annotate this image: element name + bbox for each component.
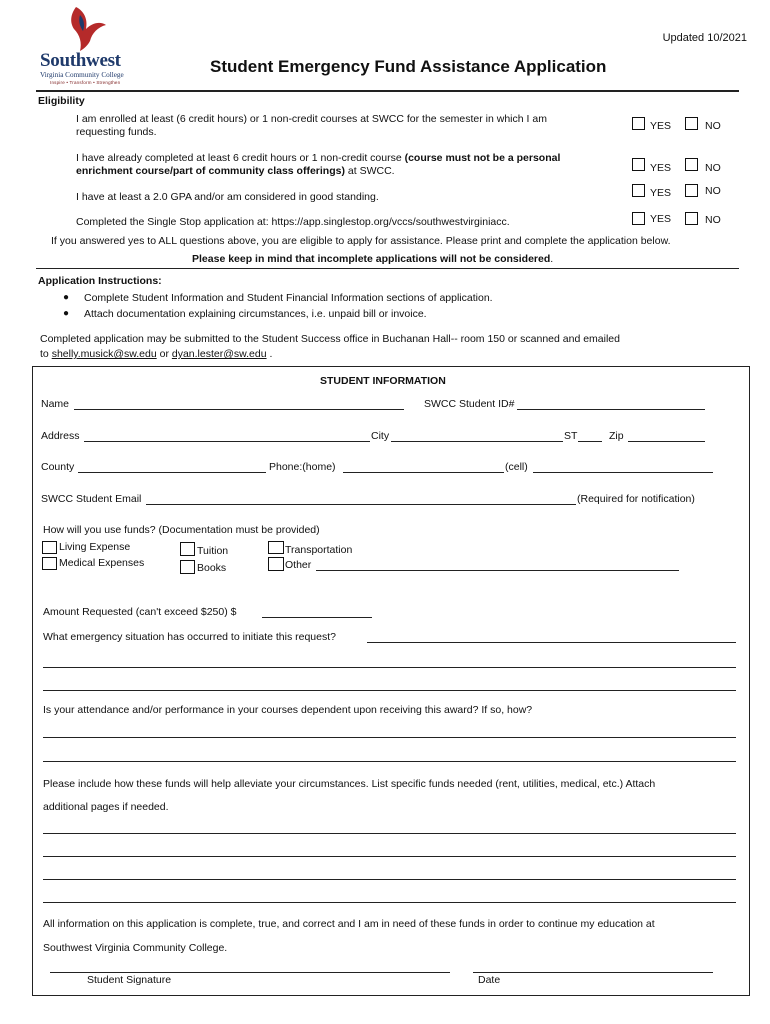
email-label: SWCC Student Email: [41, 493, 142, 505]
phone-home-label: Phone:(home): [269, 461, 336, 473]
q1-no-label: NO: [705, 120, 721, 132]
q3-yes-checkbox[interactable]: [632, 184, 645, 197]
updated-date: Updated 10/2021: [662, 32, 747, 44]
logo-name: Southwest: [40, 50, 121, 71]
email-link-lester[interactable]: dyan.lester@sw.edu: [171, 348, 267, 360]
amount-label: Amount Requested (can't exceed $250) $: [43, 606, 237, 618]
alleviate-question-line2: additional pages if needed.: [43, 801, 169, 813]
books-label: Books: [197, 562, 227, 574]
eligibility-heading: Eligibility: [38, 95, 85, 107]
zip-label: Zip: [609, 430, 624, 442]
books-checkbox[interactable]: [180, 560, 195, 574]
attendance-line[interactable]: [43, 737, 736, 738]
student-info-heading: STUDENT INFORMATION: [320, 375, 446, 387]
cardinal-logo-icon: [62, 5, 108, 51]
email-field[interactable]: [146, 504, 576, 505]
eligibility-q2-line1: I have already completed at least 6 credit hours or 1 non-credit course (course must not be a personal: [76, 152, 561, 164]
eligibility-q4: Completed the Single Stop application at: https://app.singlestop.org/vccs/southwestvirginiacc.: [76, 216, 510, 228]
q4-no-label: NO: [705, 214, 721, 226]
situation-line[interactable]: [43, 667, 736, 668]
other-label: Other: [285, 559, 312, 571]
submit-instructions-line1: Completed application may be submitted to the Student Success office in Buchanan Hall-- room 150 or scanned and emailed: [40, 333, 620, 345]
header-rule: [36, 90, 739, 92]
submit-instructions-line2: to shelly.musick@sw.edu or dyan.lester@sw.edu .: [40, 348, 273, 360]
alleviate-line[interactable]: [43, 879, 736, 880]
zip-field[interactable]: [628, 441, 705, 442]
transportation-label: Transportation: [285, 544, 353, 556]
instruction-1: Complete Student Information and Student Financial Information sections of application.: [84, 292, 493, 304]
signature-label: Student Signature: [87, 974, 172, 986]
bullet-icon: ●: [63, 308, 70, 319]
q4-yes-label: YES: [650, 213, 672, 225]
alleviate-question-line1: Please include how these funds will help alleviate your circumstances. List specific funds needed (rent, utilities, medical, etc.) Attach: [43, 778, 656, 790]
q3-yes-label: YES: [650, 187, 672, 199]
medical-expenses-label: Medical Expenses: [59, 557, 145, 569]
other-checkbox[interactable]: [268, 557, 284, 571]
medical-expenses-checkbox[interactable]: [42, 557, 57, 570]
amount-field[interactable]: [262, 617, 372, 618]
eligibility-q3: I have at least a 2.0 GPA and/or am considered in good standing.: [76, 191, 379, 203]
situation-line[interactable]: [43, 690, 736, 691]
city-field[interactable]: [391, 441, 563, 442]
email-note: (Required for notification): [577, 493, 695, 505]
attendance-line[interactable]: [43, 761, 736, 762]
tuition-label: Tuition: [197, 545, 229, 557]
attendance-question: Is your attendance and/or performance in your courses dependent upon receiving this award? If so, how?: [43, 704, 533, 716]
student-id-label: SWCC Student ID#: [424, 398, 515, 410]
address-field[interactable]: [84, 441, 370, 442]
logo-subtitle: Virginia Community College: [40, 71, 124, 79]
alleviate-line[interactable]: [43, 833, 736, 834]
incomplete-warning: Please keep in mind that incomplete applications will not be considered.: [192, 253, 554, 265]
date-field[interactable]: [473, 972, 713, 973]
q2-yes-label: YES: [650, 162, 672, 174]
funds-question: How will you use funds? (Documentation must be provided): [43, 524, 320, 536]
alleviate-line[interactable]: [43, 856, 736, 857]
county-label: County: [41, 461, 75, 473]
state-label: ST: [564, 430, 578, 442]
section-rule: [36, 268, 739, 269]
cell-field[interactable]: [533, 472, 713, 473]
student-id-field[interactable]: [517, 409, 705, 410]
q1-yes-label: YES: [650, 120, 672, 132]
situation-question: What emergency situation has occurred to initiate this request?: [43, 631, 336, 643]
instruction-2: Attach documentation explaining circumstances, i.e. unpaid bill or invoice.: [84, 308, 427, 320]
tuition-checkbox[interactable]: [180, 542, 195, 556]
address-label: Address: [41, 430, 80, 442]
q1-yes-checkbox[interactable]: [632, 117, 645, 130]
date-label: Date: [478, 974, 501, 986]
name-field[interactable]: [74, 409, 404, 410]
q1-no-checkbox[interactable]: [685, 117, 698, 130]
signature-field[interactable]: [50, 972, 450, 973]
q4-yes-checkbox[interactable]: [632, 212, 645, 225]
eligibility-q1-line1: I am enrolled at least (6 credit hours) or 1 non-credit courses at SWCC for the semester in which I am: [76, 113, 547, 125]
q2-no-checkbox[interactable]: [685, 158, 698, 171]
other-field[interactable]: [316, 570, 679, 571]
q3-no-checkbox[interactable]: [685, 184, 698, 197]
email-link-musick[interactable]: shelly.musick@sw.edu: [51, 348, 157, 360]
q2-yes-checkbox[interactable]: [632, 158, 645, 171]
eligibility-note: If you answered yes to ALL questions above, you are eligible to apply for assistance. Please print and complete the application below.: [51, 235, 671, 247]
eligibility-q2-line2: enrichment course/part of community class offerings) at SWCC.: [76, 165, 395, 177]
city-label: City: [371, 430, 390, 442]
cell-label: (cell): [505, 461, 528, 473]
logo-tagline: Inspire • Transform • Strengthen: [50, 80, 121, 85]
phone-home-field[interactable]: [343, 472, 504, 473]
living-expense-label: Living Expense: [59, 541, 131, 553]
certification-line2: Southwest Virginia Community College.: [43, 942, 228, 954]
instructions-heading: Application Instructions:: [38, 275, 162, 287]
situation-field[interactable]: [367, 642, 736, 643]
q2-no-label: NO: [705, 162, 721, 174]
transportation-checkbox[interactable]: [268, 541, 284, 554]
name-label: Name: [41, 398, 70, 410]
bullet-icon: ●: [63, 292, 70, 303]
county-field[interactable]: [78, 472, 266, 473]
state-field[interactable]: [578, 441, 602, 442]
q3-no-label: NO: [705, 185, 721, 197]
eligibility-q1-line2: requesting funds.: [76, 126, 157, 138]
alleviate-line[interactable]: [43, 902, 736, 903]
certification-line1: All information on this application is complete, true, and correct and I am in need of these funds in order to continue my education at: [43, 918, 655, 930]
q4-no-checkbox[interactable]: [685, 212, 698, 225]
living-expense-checkbox[interactable]: [42, 541, 57, 554]
page-title: Student Emergency Fund Assistance Application: [210, 57, 607, 76]
